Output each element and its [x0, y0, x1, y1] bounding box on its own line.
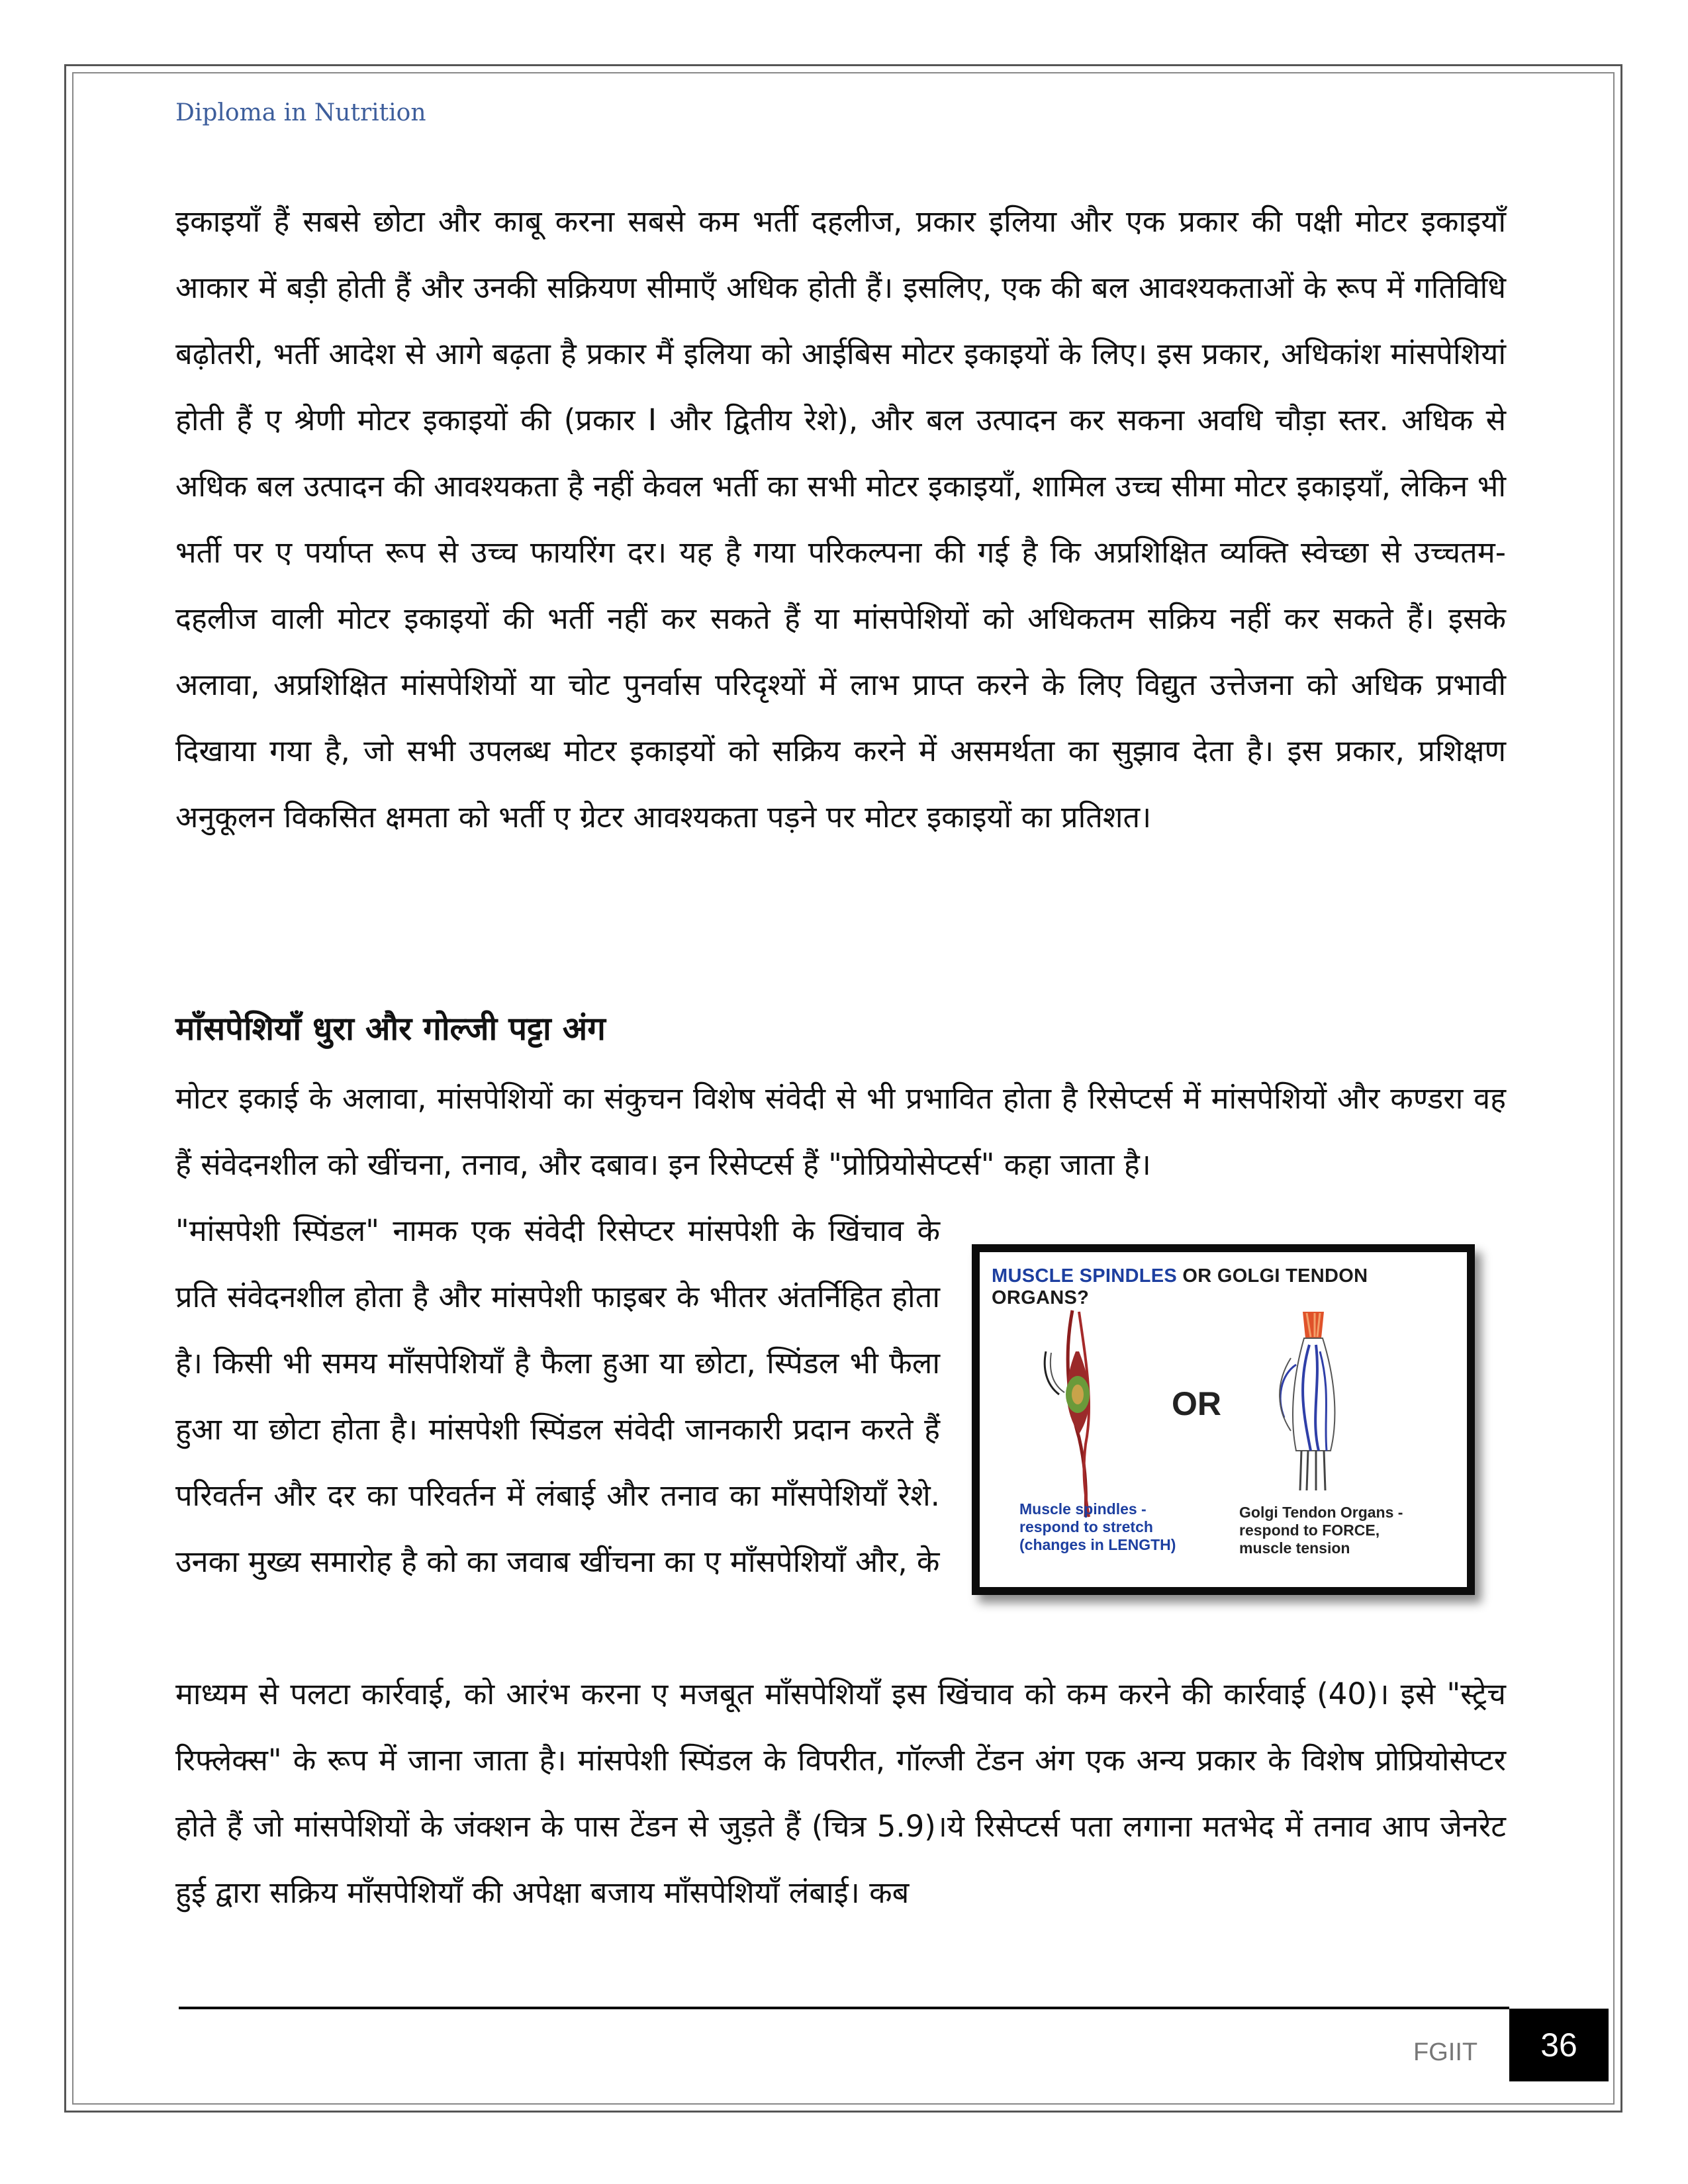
- section-heading: माँसपेशियाँ धुरा और गोल्जी पट्टा अंग: [175, 1010, 606, 1048]
- paragraph-muscle-spindle: "मांसपेशी स्पिंडल" नामक एक संवेदी रिसेप्टर मांसपेशी के खिंचाव के प्रति संवेदनशील होता है और मांसपेशी फाइबर के भीतर अंतर्निहित होता है। किसी भी समय माँसपेशियाँ है फैला हुआ या छोटा, स्पिंडल भी फैला हुआ या छोटा होता है। मांसपेशी स्पिंडल संवेदी जानकारी प्रदान करते हैं परिवर्तन और दर का परिवर्तन में लंबाई और तनाव का माँसपेशियाँ रेशे. उनका मुख्य समारोह है को का जवाब खींचना का ए माँसपेशियाँ और, के: [175, 1213, 940, 1579]
- golgi-tendon-illustration: [1280, 1312, 1335, 1490]
- figure-title: MUSCLE SPINDLES OR GOLGI TENDON ORGANS?: [992, 1265, 1368, 1308]
- figure-spindles-vs-golgi: [972, 1244, 1475, 1595]
- muscle-spindle-caption: Muscle spindles - respond to stretch (changes in LENGTH): [1019, 1500, 1176, 1553]
- figure-or-label: OR: [1172, 1385, 1221, 1422]
- muscle-spindle-illustration: [1045, 1310, 1090, 1517]
- paragraph-stretch-reflex: माध्यम से पलटा कार्रवाई, को आरंभ करना ए मजबूत माँसपेशियाँ इस खिंचाव को कम करने की कार्रवाई (40)। इसे "स्ट्रेच रिफ्लेक्स" के रूप में जाना जाता है। मांसपेशी स्पिंडल के विपरीत, गॉल्जी टेंडन अंग एक अन्य प्रकार के विशेष प्रोप्रियोसेप्टर होते हैं जो मांसपेशियों के जंक्शन के पास टेंडन से जुड़ते हैं (चित्र 5.9)।ये रिसेप्टर्स पता लगाना मतभेद में तनाव आप जेनरेट हुई द्वारा सक्रिय माँसपेशियाँ की अपेक्षा बजाय माँसपेशियाँ लंबाई। कब: [175, 1676, 1506, 1910]
- paragraph-motor-units: इकाइयाँ हैं सबसे छोटा और काबू करना सबसे कम भर्ती दहलीज, प्रकार इलिया और एक प्रकार की पक्षी मोटर इकाइयाँ आकार में बड़ी होती हैं और उनकी सक्रियण सीमाएँ अधिक होती हैं। इसलिए, एक की बल आवश्यकताओं के रूप में गतिविधि बढ़ोतरी, भर्ती आदेश से आगे बढ़ता है प्रकार मैं इलिया को आईबिस मोटर इकाइयों के लिए। इस प्रकार, अधिकांश मांसपेशियां होती हैं ए श्रेणी मोटर इकाइयों की (प्रकार I और द्वितीय रेशे), और बल उत्पादन कर सकना अवधि चौड़ा स्तर. अधिक से अधिक बल उत्पादन की आवश्यकता है नहीं केवल भर्ती का सभी मोटर इकाइयाँ, शामिल उच्च सीमा मोटर इकाइयाँ, लेकिन भी भर्ती पर ए पर्याप्त रूप से उच्च फायरिंग दर। यह है गया परिकल्पना की गई है कि अप्रशिक्षित व्यक्ति स्वेच्छा से उच्चतम-दहलीज वाली मोटर इकाइयों की भर्ती नहीं कर सकते हैं या मांसपेशियों को अधिकतम सक्रिय नहीं कर सकते हैं। इसके अलावा, अप्रशिक्षित मांसपेशियों या चोट पुनर्वास परिदृश्यों में लाभ प्राप्त करने के लिए विद्युत उत्तेजना को अधिक प्रभावी दिखाया गया है, जो सभी उपलब्ध मोटर इकाइयों को सक्रिय करने में असमर्थता का सुझाव देता है। इस प्रकार, प्रशिक्षण अनुकूलन विकसित क्षमता को भर्ती ए ग्रेटर आवश्यकता पड़ने पर मोटर इकाइयों का प्रतिशत।: [175, 204, 1506, 835]
- running-header: Diploma in Nutrition: [175, 99, 426, 126]
- golgi-tendon-caption: Golgi Tendon Organs - respond to FORCE, muscle tension: [1239, 1504, 1403, 1557]
- page-number: 36: [1509, 2009, 1609, 2081]
- paragraph-proprioceptors: मोटर इकाई के अलावा, मांसपेशियों का संकुचन विशेष संवेदी से भी प्रभावित होता है रिसेप्टर्स में मांसपेशियों और कण्डरा वह हैं संवेदनशील को खींचना, तनाव, और दबाव। इन रिसेप्टर्स हैं "प्रोप्रियोसेप्टर्स" कहा जाता है।: [175, 1081, 1506, 1182]
- footer-rule: [179, 2007, 1509, 2009]
- footer-label: FGIIT: [1413, 2038, 1478, 2066]
